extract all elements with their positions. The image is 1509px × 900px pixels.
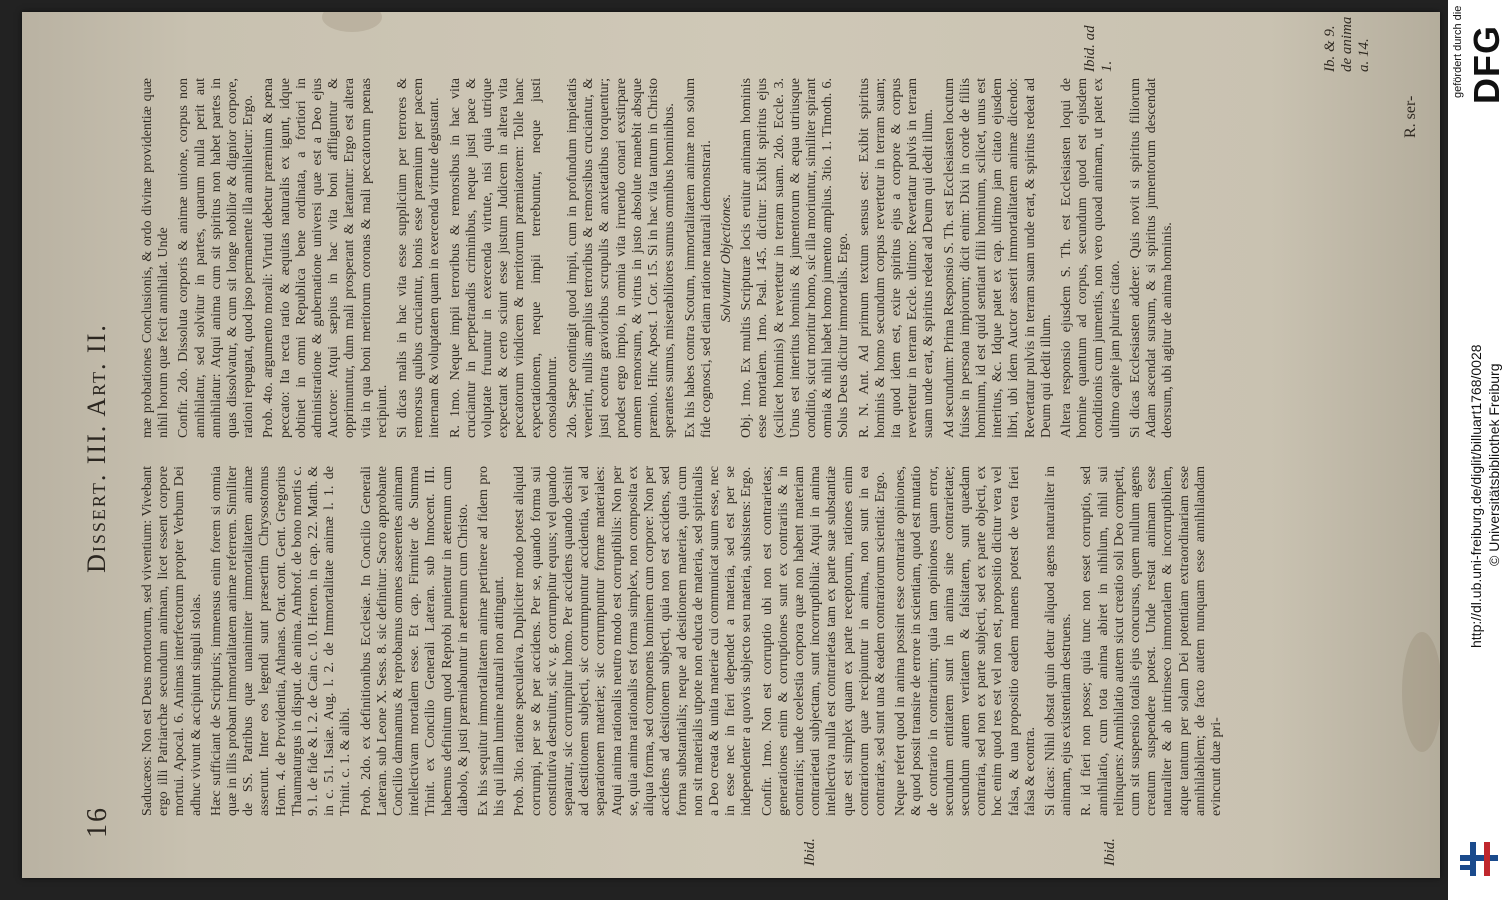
margin-note: Ib. & 9. de anima a. 14.	[1322, 16, 1372, 72]
paragraph: Altera responsio ejusdem S. Th. est Ecclesiasten loqui de homine quantum ad corpus, secundum quod est ejusdem conditionis cum jumentis, non vero quoad animam, ut patet ex ultimo capite jam pluries citato.	[1058, 78, 1123, 438]
paragraph: Prob. 4to. argumento morali: Virtuti debetur præmium & pœna peccato: Ita recta ratio & æquitas naturalis ex igunt, idque obtinet in omni Republica bene ordinata, a fortiori in administratione & gubernatione universi quæ est a Deo ejus Auctore: Atqui sæpius in hac vita boni affliguntur & opprimuntur, dum mali prosperant & lætantur: Ergo est altera vita in qua boni meritorum coronas & mali peccatorum pœnas recipiunt.	[261, 78, 390, 438]
paragraph: Si dicas: Nihil obstat quin detur aliquod agens naturaliter in animam, ejus existentiam destruens.	[1042, 466, 1075, 816]
section-heading: Solvuntur Objectiones.	[718, 193, 734, 323]
text-column-left	[140, 466, 1420, 816]
page-number: 16	[82, 806, 113, 838]
paragraph: R. 1mo. Neque impii terroribus & remorsibus in hac vita cruciantur in perpetrandis criminibus, neque justi pace & voluptate fruuntur in exercenda virtute, nisi quia utrique expectant & certo sciunt esse justum Judicem in altera vita peccatorum vindicem & meritorum præmiatorem: Tolle hanc expectationem, neque impii terrebuntur, neque justi consolabuntur.	[447, 78, 560, 438]
paragraph: mæ probationes Conclusionis, & ordo divinæ providentiæ quæ nihil horum quæ fecit annihilat. Unde	[140, 78, 172, 438]
margin-note: Ibid.	[1102, 838, 1118, 866]
margin-note: Ibid. ad 1.	[1082, 25, 1115, 72]
ub-freiburg-logo-icon	[1456, 836, 1502, 882]
text-column-right	[140, 78, 1420, 438]
paragraph: Confir. 1mo. Non est corruptio ubi non est contrarietas; generationes enim & corruptiones sunt ex contrariis & in contrariis; unde coelestia corpora quæ non habent materiam contrarietati subjectam, sunt incorruptibilia: Atqui in anima intellectiva nulla est contrarietas tam ex parte suæ substantiæ quæ est simplex quam ex parte receptorum, rationes enim contrariorum quæ recipiuntur in anima, non sunt in ea contrariæ, sed sunt una & eadem contrariorum scientia: Ergo.	[759, 466, 888, 816]
paragraph: Hæc sufficiant de Scripturis; immensus enim forem si omnia quæ in illis probant immortalitatem animæ referrem. Similiter de SS. Patribus quæ unanimiter immortalitatem animæ asserunt. Inter eos legendi sunt præsertim Chrysostomus Hom. 4. de Providentia, Athanas. Orat. cont. Gent. Gregorius Thaumaturgus in disput. de anima. Ambrof. de bono mortis c. 9. l. de fide & l. 2. de Cain c. 10. Hieron. in cap. 22. Matth. & in c. 51. Isaiæ. Aug. l. 2. de Immortalitate animæ l. 1. de Trinit. c. 1. & alibi.	[208, 466, 354, 816]
paragraph: Ex his sequitur immortalitatem animæ pertinere ad fidem pro his qui illam lumine naturali non attingunt.	[476, 466, 508, 816]
funder-text: gefördert durch die	[1452, 5, 1464, 98]
copyright-notice: © Universitätsbibliothek Freiburg	[1486, 363, 1502, 566]
running-title: Dissert. III. Art. II.	[82, 323, 111, 573]
paragraph: Ex his habes contra Scotum, immortalitatem animæ non solum fide cognosci, sed etiam ratione naturali demonstrari.	[682, 78, 714, 438]
paragraph: Obj. 1mo. Ex multis Scripturæ locis eruitur animam hominis esse mortalem. 1mo. Psal. 145. dicitur: Exibit spiritus ejus (scilicet hominis) & revertetur in terram suam. 2do. Eccle. 3. Unus est interitus hominis & jumentorum & æqua utriusque conditio, sicut moritur homo, sic illa moriuntur, similiter spirant omnia & nihil habet homo jumento amplius. 3tio. 1. Timoth. 6. Solus Deus dicitur immortalis. Ergo.	[739, 78, 852, 438]
paragraph: Neque refert quod in anima possint esse contrariæ opiniones, & quod possit transire de errore in scientiam, quod est mutatio de contrario in contrarium; quia tam opiniones quam error, secundum entitatem sunt in anima sine contrarietate; secundum autem veritatem & falsitatem, sunt quædam contraria, sed non ex parte subjecti, sed ex parte objecti, ex hoc enim quod res est vel non est, propositio dicitur vera vel falsa, & una propositio eadem manens potest de vera fieri falsa & econtra.	[893, 466, 1038, 816]
paragraph: Ad secundum: Prima Responsio S. Th. est Ecclesiasten locutum fuisse in persona impiorum; dicit enim: Dixi in corde de filiis hominum, id est quid sentiant filii hominum, scilicet, unus est interitus, &c. Idque patet ex cap. ultimo jam citato ejusdem libri, ubi idem Auctor asserit immortalitatem animæ dicendo: Revertatur pulvis in terram suam unde erat, & spiritus redeat ad Deum qui dedit illum.	[941, 78, 1054, 438]
dfg-logo: DFG	[1466, 25, 1507, 104]
paragraph: R. N. Ant. Ad primum textum sensus est: Exibit spiritus hominis & homo secundum corpus revertetur in terram suam; ita quod idem est, exire spiritus ejus a corpore & corpus revertetur in terram Eccle. ultimo: Revertatur pulvis in terram suam unde erat, & spiritus redeat ad Deum qui dedit illum.	[856, 78, 937, 438]
margin-note: Ibid.	[802, 838, 818, 866]
paragraph: R. id fieri non posse; quia tunc non esset corruptio, sed annihilatio, cum tota anima abiret in nihilum, nihil sui relinquens: Annihilatio autem sicut creatio soli Deo competit, cum sit suspensio totalis ejus concursus, quem nullum agens creatum suspendere potest. Unde restat animam esse naturaliter & ab intrinseco immortalem & incorruptibilem, atque tantum per solam Dei potentiam extraordinariam esse annihilabilem; de facto autem nunquam esse annihilandam evincunt duæ pri-	[1079, 466, 1224, 816]
paragraph: 2do. Sæpe contingit quod impii, cum in profundum impietatis venerint, nullis amplius terroribus & remorsibus cruciantur, & justi econtra gravioribus scrupulis & anxietatibus torquentur; prodest ergo impio, in omnia vita irruendo conari exstirpare omnem remorsum, & virtus in justo absolute manebit absque præmio. Hinc Apost. 1 Cor. 15. Si in hac vita tantum in Christo sperantes sumus, miserabiliores sumus omnibus hominibus.	[565, 78, 678, 438]
source-url: http://dl.ub.uni-freiburg.de/diglit/billuart1768/0028	[1468, 344, 1484, 648]
rotated-page-content	[22, 12, 1440, 878]
scanned-page	[22, 12, 1440, 878]
page-header	[82, 58, 122, 838]
paragraph: Confir. 2do. Dissoluta corporis & animæ unione, corpus non annihilatur, sed solvitur in partes, quarum nulla perit aut annihilatur: Atqui anima cum sit spiritus non habet partes in quas dissolvatur, & cum sit longe nobilior & dignior corpore, rationi repugnat, quod ipso permanente illa annihiletur: Ergo.	[176, 78, 257, 438]
paragraph: Prob. 3tio. ratione speculativa. Dupliciter modo potest aliquid corrumpi, per se & per accidens. Per se, quando forma sui constitutiva destruitur, sic v. g. corrumpitur equus; vel quando separatur, sic corrumpitur homo. Per accidens quando desinit ad destitionem subjecti, sic corrumpuntur accidentia, vel ad separationem materiæ; sic corrumpuntur formæ materiales: Atqui anima rationalis neutro modo est corruptibilis: Non per se, quia anima rationalis est forma simplex, non composita ex aliqua forma, sed componens hominem cum corpore: Non per accidens ad desitionem subjecti, quia non est accidens, sed forma substantialis; neque ad desitionem materiæ, quia cum non sit materialis utpote non educta de materia, sed spiritualis a Deo creata & unita materiæ cui communicat suum esse, nec in esse nec in fieri dependet a materia, sed est per se independenter a quovis subjecto seu materia, subsistens: Ergo.	[512, 466, 755, 816]
paragraph: Si dicas malis in hac vita esse supplicium per terrores & remorsus quibus cruciantur, bonis esse præmium per pacem internam & voluptatem quam in exercenda virtute degustant.	[395, 78, 443, 438]
paragraph: Saducæos: Non est Deus mortuorum, sed viventium: Vivebant ergo illi Patriarchæ secundum animam, licet essent corpore mortui. Apocal. 6. Animas interfectorum propter Verbum Dei adhuc vivunt & accipiunt singuli stolas.	[140, 466, 204, 816]
catchword: R. ser-	[1402, 95, 1419, 138]
paragraph: Prob. 2do. ex definitionibus Ecclesiæ. In Concilio Generali Lateran. sub Leone X. Sess. 8. sic definitur: Sacro approbante Concilio damnamus & reprobamus omnes asserentes animam intellectivam mortalem esse. Et cap. Firmiter de Summa Trinit. ex Concilio Generali Lateran. sub Innocent. III. habemus definitum quod Reprobi punientur in æternum cum diabolo, & justi præmiabuntur in æternum cum Christo.	[358, 466, 471, 816]
paragraph: Si dicas Ecclesiasten addere: Quis novit si spiritus filiorum Adam ascendat sursum, & si spiritus jumentorum descendat deorsum, ubi agitur de anima hominis.	[1127, 78, 1176, 438]
